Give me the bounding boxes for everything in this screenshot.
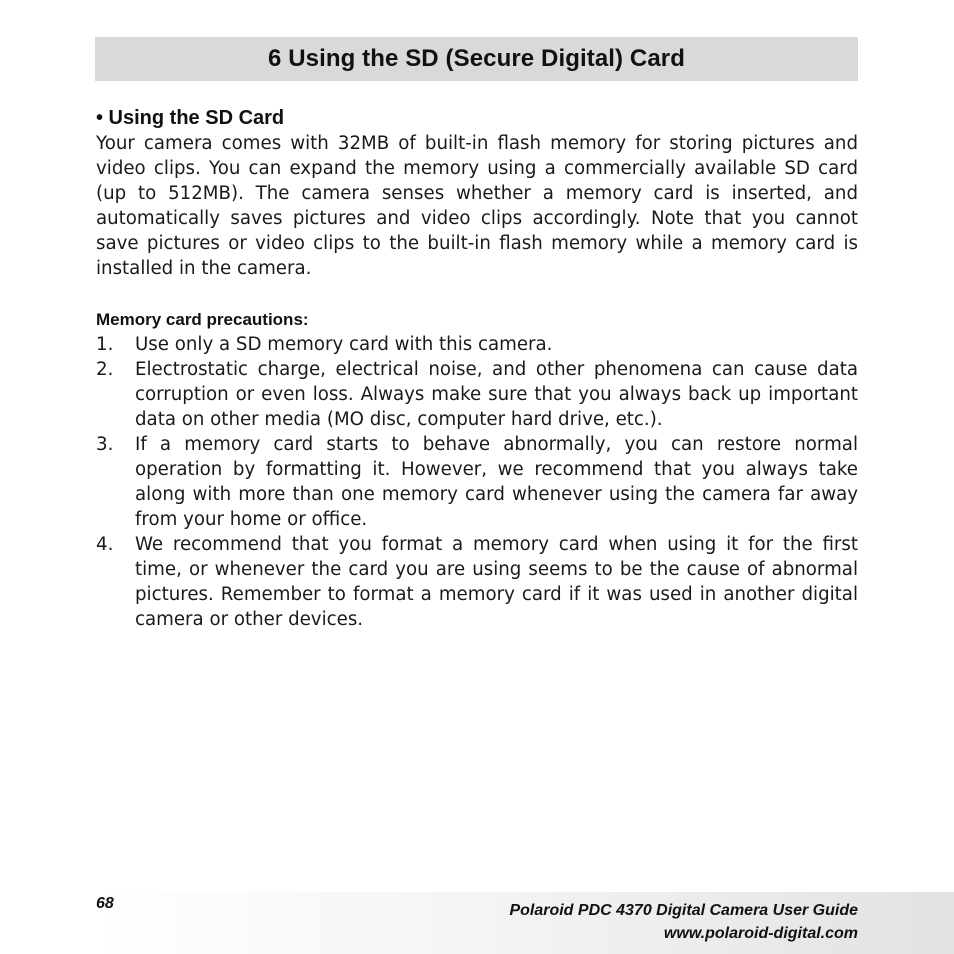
website-url: www.polaroid-digital.com bbox=[663, 925, 858, 942]
list-item bbox=[96, 432, 858, 532]
list-item-number: 2. bbox=[96, 359, 114, 380]
list-item-text: Electrostatic charge, electrical noise, and other phenomena can cause data corruption or even loss. Always make sure that you always back up important data on other media (MO disc, computer hard drive, etc.). bbox=[135, 359, 858, 430]
list-item-number: 3. bbox=[96, 434, 114, 455]
guide-title: Polaroid PDC 4370 Digital Camera User Guide bbox=[509, 902, 858, 919]
list-item-number: 1. bbox=[96, 334, 114, 355]
list-item-text: We recommend that you format a memory card when using it for the first time, or whenever the card you are using seems to be the cause of abnormal pictures. Remember to format a memory card if it was used in another digital camera or other devices. bbox=[135, 534, 858, 630]
list-item-number: 4. bbox=[96, 534, 114, 555]
list-item-text: Use only a SD memory card with this camera. bbox=[135, 334, 553, 355]
page-number: 68 bbox=[96, 895, 114, 912]
precautions-list bbox=[96, 332, 858, 632]
footer-text bbox=[509, 899, 858, 945]
list-item bbox=[96, 532, 858, 632]
chapter-title: 6 Using the SD (Secure Digital) Card bbox=[267, 45, 685, 72]
chapter-title-bar bbox=[95, 37, 858, 81]
precautions-heading: Memory card precautions: bbox=[96, 310, 309, 329]
list-item-text: If a memory card starts to behave abnormally, you can restore normal operation by formatting it. However, we recommend that you always take along with more than one memory card whenever using the camera far away from your home or office. bbox=[135, 434, 858, 530]
page-content bbox=[96, 106, 858, 632]
section-body: Your camera comes with 32MB of built-in flash memory for storing pictures and video clips. You can expand the memory using a commercially available SD card (up to 512MB). The camera senses whether a memory card is inserted, and automatically saves pictures and video clips accordingly. Note that you cannot save pictures or video clips to the built-in flash memory while a memory card is installed in the camera. bbox=[96, 133, 858, 279]
list-item bbox=[96, 357, 858, 432]
section-heading: • Using the SD Card bbox=[96, 107, 285, 129]
list-item bbox=[96, 332, 858, 357]
